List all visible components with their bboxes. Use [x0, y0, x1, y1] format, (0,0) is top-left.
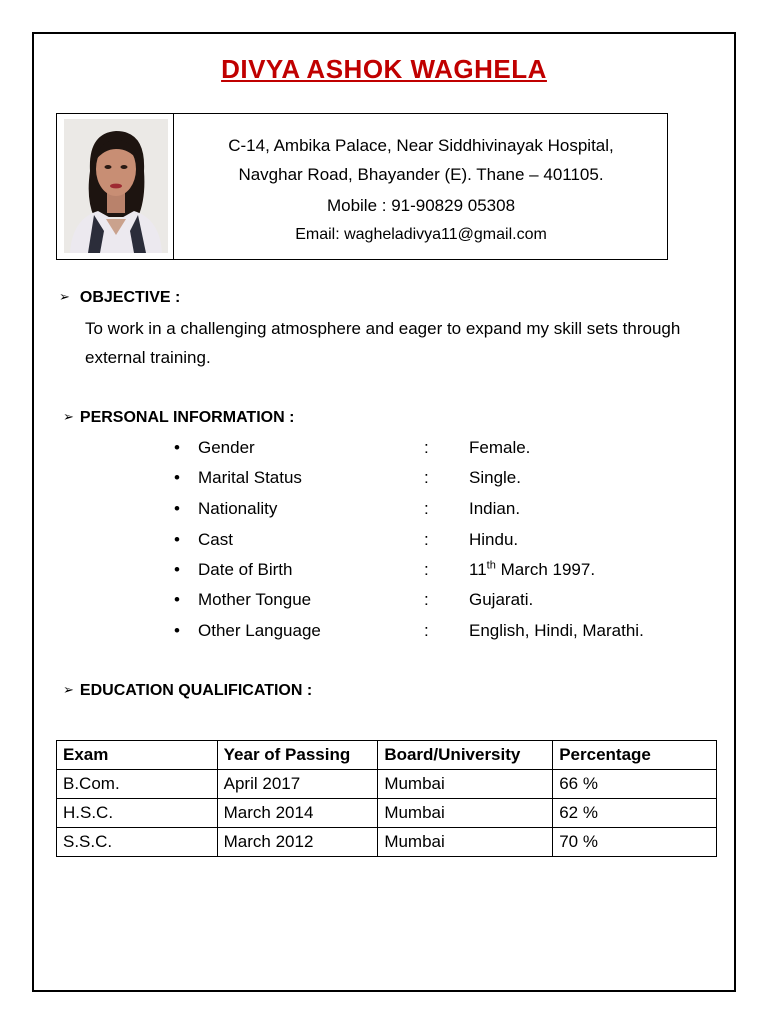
personal-info-row: • Date of Birth : 11th March 1997. — [174, 559, 596, 579]
arrowhead-icon: ➢ — [63, 409, 74, 424]
personal-info-row: • Other Language : English, Hindi, Marathi. — [174, 621, 644, 640]
personal-info-row: • Gender : Female. — [174, 438, 531, 457]
mobile-number: Mobile : 91-90829 05308 — [326, 196, 516, 215]
table-cell: B.Com. — [57, 770, 218, 799]
column-header: Board/University — [378, 741, 553, 770]
personal-info-row: • Cast : Hindu. — [174, 530, 519, 549]
education-heading: ➢ EDUCATION QUALIFICATION : — [63, 682, 313, 699]
personal-info-row: • Mother Tongue : Gujarati. — [174, 590, 534, 609]
email-address: Email: wagheladivya11@gmail.com — [295, 226, 547, 243]
table-cell: Mumbai — [378, 799, 553, 828]
bullet-icon: • — [174, 468, 180, 487]
bullet-icon: • — [174, 621, 180, 640]
table-cell: H.S.C. — [57, 799, 218, 828]
arrowhead-icon: ➢ — [63, 682, 74, 697]
bullet-icon: • — [174, 590, 180, 609]
table-cell: 70 % — [553, 828, 717, 857]
address-line-2: Navghar Road, Bhayander (E). Thane – 401105. — [238, 165, 604, 184]
photo-cell — [57, 114, 174, 259]
personal-info-row: • Nationality : Indian. — [174, 499, 521, 518]
bullet-icon: • — [174, 438, 180, 457]
table-cell: 66 % — [553, 770, 717, 799]
address-line-1: C-14, Ambika Palace, Near Siddhivinayak Hospital, — [228, 136, 614, 155]
table-row — [57, 828, 717, 857]
table-cell: 62 % — [553, 799, 717, 828]
table-cell: Mumbai — [378, 770, 553, 799]
objective-text: To work in a challenging atmosphere and eager to expand my skill sets through external training. — [85, 319, 681, 367]
table-cell: April 2017 — [217, 770, 378, 799]
table-cell: March 2014 — [217, 799, 378, 828]
date-of-birth-value: 11th March 1997. — [469, 559, 596, 579]
table-cell: Mumbai — [378, 828, 553, 857]
personal-info-heading: ➢ PERSONAL INFORMATION : — [63, 409, 295, 426]
column-header: Year of Passing — [217, 741, 378, 770]
contact-header-box — [56, 113, 668, 260]
arrowhead-icon: ➢ — [59, 289, 70, 304]
education-table — [56, 740, 717, 857]
column-header: Percentage — [553, 741, 717, 770]
profile-photo — [64, 119, 168, 253]
column-header: Exam — [57, 741, 218, 770]
table-cell: S.S.C. — [57, 828, 218, 857]
table-header-row — [57, 741, 717, 770]
table-cell: March 2012 — [217, 828, 378, 857]
objective-heading: ➢ OBJECTIVE : — [59, 289, 181, 306]
bullet-icon: • — [174, 560, 180, 579]
personal-info-row: • Marital Status : Single. — [174, 468, 521, 487]
bullet-icon: • — [174, 530, 180, 549]
bullet-icon: • — [174, 499, 180, 518]
table-row — [57, 799, 717, 828]
resume-name: DIVYA ASHOK WAGHELA — [221, 54, 547, 84]
table-row — [57, 770, 717, 799]
